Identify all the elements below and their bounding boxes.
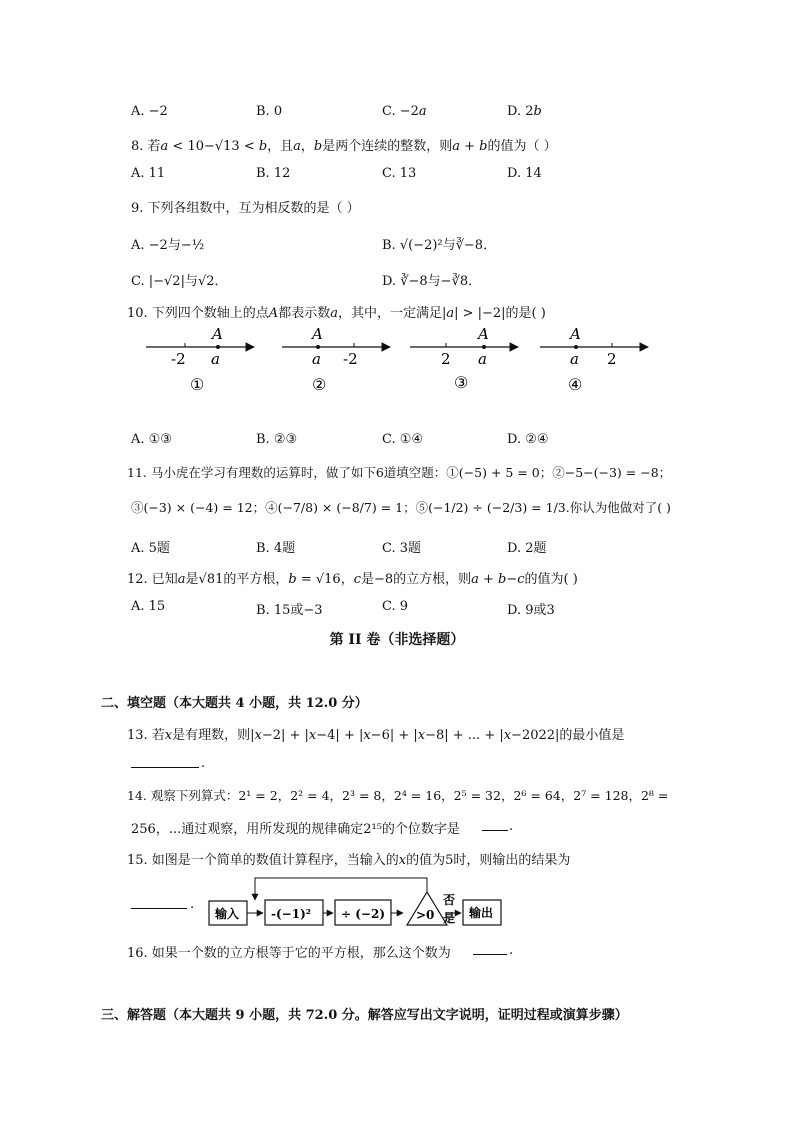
number-line-figures: [140, 322, 670, 397]
q7-option-b: B. 0: [256, 104, 283, 119]
axis1-value-label: a: [211, 350, 220, 368]
q7-option-d: D. 2𝑏: [507, 104, 542, 119]
q11-option-b: B. 4题: [256, 541, 296, 556]
axis2-circle-number: ②: [312, 375, 327, 394]
flow-condition-label: >0: [416, 908, 435, 922]
q14-period: .: [509, 819, 514, 834]
flow-no-label: 否: [443, 893, 456, 907]
q15-period: .: [190, 897, 195, 912]
q8-option-a: A. 11: [131, 166, 166, 181]
q8-option-b: B. 12: [256, 166, 291, 181]
q8-stem: 8. 若𝑎 < 10−√13 < 𝑏，且𝑎，𝑏是两个连续的整数，则𝑎 + 𝑏的值为（ ）: [131, 139, 557, 154]
q8-option-c: C. 13: [382, 166, 417, 181]
axis3-point-label: A: [478, 325, 489, 343]
q10-option-c: C. ①④: [382, 432, 424, 447]
flow-output-label: 输出: [469, 906, 494, 920]
q7-option-a: A. −2: [131, 104, 168, 119]
q13-answer-blank[interactable]: [131, 755, 199, 768]
q10-stem: 10. 下列四个数轴上的点𝐴都表示数𝑎，其中，一定满足|𝑎| > |−2|的是( ): [127, 306, 546, 321]
axis1-circle-number: ①: [190, 375, 205, 394]
q9-option-d: D. ∛−8与−∛8．: [382, 274, 482, 289]
q14-answer-blank[interactable]: [482, 818, 508, 831]
q9-option-b: B. √(−2)²与∛−8．: [382, 238, 497, 253]
q16-answer-blank[interactable]: [473, 942, 507, 955]
q16-stem: 16. 如果一个数的立方根等于它的平方根，那么这个数为: [127, 946, 451, 961]
number-line-3: [410, 325, 518, 392]
q13-stem: 13. 若𝑥是有理数，则|𝑥−2| + |𝑥−4| + |𝑥−6| + |𝑥−8| + ... + |𝑥−2022|的最小值是: [127, 728, 625, 743]
axis4-ref-label: 2: [607, 350, 617, 368]
q7-option-c: C. −2𝑎: [382, 104, 427, 119]
q12-stem: 12. 已知𝑎是√81的平方根，𝑏 = √16，𝑐是−8的立方根，则𝑎 + 𝑏−𝑐的值为( ): [127, 572, 578, 587]
axis1-point-label: A: [212, 325, 223, 343]
q11-stem-line2: ③(−3) × (−4) = 12；④(−7/8) × (−8/7) = 1；⑤(−1/2) ÷ (−2/3) = 1/3.你认为他做对了( ): [131, 500, 671, 515]
axis2-point-label: A: [312, 325, 323, 343]
axis3-ref-label: 2: [441, 350, 451, 368]
q11-stem-line1: 11. 马小虎在学习有理数的运算时，做了如下6道填空题：①(−5) + 5 = 0；②−5−(−3) = −8；: [127, 465, 672, 480]
q12-option-d: D. 9或3: [507, 603, 555, 618]
q8-option-d: D. 14: [507, 166, 542, 181]
flow-yes-label: 是: [443, 911, 456, 925]
q12-option-c: C. 9: [382, 599, 409, 614]
section-2-heading: 二、填空题（本大题共 4 小题，共 12.0 分）: [101, 696, 368, 711]
q9-option-a: A. −2与−½: [131, 238, 205, 253]
q10-option-a: A. ①③: [131, 432, 172, 447]
q14-stem-line1: 14. 观察下列算式：2¹ = 2，2² = 4，2³ = 8，2⁴ = 16，2⁵ = 32，2⁶ = 64，2⁷ = 128，2⁸ =: [127, 788, 669, 803]
q9-stem: 9. 下列各组数中，互为相反数的是（ ）: [131, 201, 360, 216]
q11-option-c: C. 3题: [382, 541, 422, 556]
q12-option-b: B. 15或−3: [256, 603, 323, 618]
q15-stem: 15. 如图是一个简单的数值计算程序，当输入的𝑥的值为5时，则输出的结果为: [127, 853, 571, 868]
q10-option-d: D. ②④: [507, 432, 549, 447]
q15-answer-blank[interactable]: [131, 896, 187, 909]
axis4-value-label: a: [570, 350, 579, 368]
q13-period: .: [201, 756, 206, 771]
number-line-4: [540, 325, 648, 394]
axis1-ref-label: -2: [171, 350, 186, 368]
number-line-2: [282, 325, 390, 394]
axis3-circle-number: ③: [454, 373, 469, 392]
flow-step1-label: -(−1)²: [271, 907, 311, 921]
q11-option-a: A. 5题: [131, 541, 170, 556]
q15-flowchart: [205, 870, 505, 932]
flow-input-label: 输入: [215, 907, 240, 921]
q14-stem-line2: 256，...通过观察，用所发现的规律确定2¹⁵的个位数字是: [131, 822, 460, 837]
axis3-value-label: a: [478, 350, 487, 368]
number-line-1: [146, 325, 254, 394]
axis2-value-label: a: [312, 350, 321, 368]
flow-step2-label: ÷ (−2): [341, 907, 385, 921]
q16-period: .: [509, 943, 514, 958]
q9-option-c: C. |−√2|与√2．: [131, 274, 228, 289]
axis4-point-label: A: [570, 325, 581, 343]
axis2-ref-label: -2: [343, 350, 358, 368]
section-3-heading: 三、解答题（本大题共 9 小题，共 72.0 分。解答应写出文字说明，证明过程或演算步骤）: [101, 1008, 628, 1023]
part2-title: 第 II 卷（非选择题）: [329, 632, 465, 648]
q11-option-d: D. 2题: [507, 541, 547, 556]
axis4-circle-number: ④: [568, 375, 583, 394]
q12-option-a: A. 15: [131, 599, 166, 614]
q10-option-b: B. ②③: [256, 432, 298, 447]
